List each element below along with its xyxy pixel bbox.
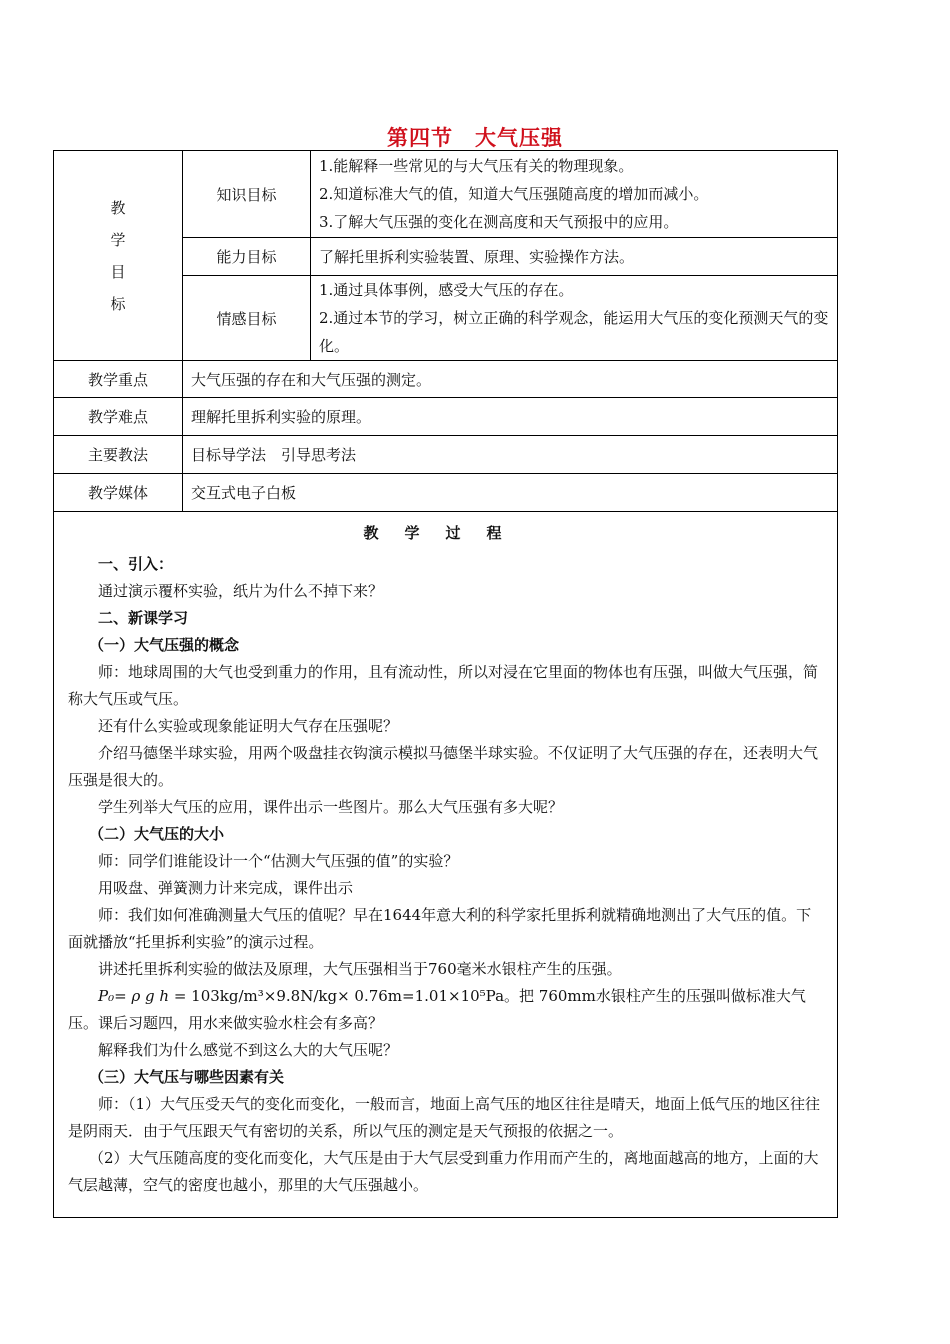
- section3-heading: （三）大气压与哪些因素有关: [89, 1068, 285, 1086]
- section2-heading: （二）大气压的大小: [89, 825, 225, 843]
- method-label: 主要教法: [54, 436, 183, 474]
- paragraph: 介绍马德堡半球实验，用两个吸盘挂衣钩演示模拟马德堡半球实验。不仅证明了大气压强的存在，还表明大气压强是很大的。: [68, 744, 819, 789]
- media-value: 交互式电子白板: [183, 474, 838, 512]
- paragraph: （2）大气压随高度的变化而变化，大气压是由于大气层受到重力作用而产生的，离地面越高的地方，上面的大气层越薄，空气的密度也越小，那里的大气压强越小。: [68, 1149, 819, 1194]
- difficulty-value: 理解托里拆利实验的原理。: [183, 398, 838, 436]
- page-title: [0, 122, 950, 152]
- paragraph: 讲述托里拆利实验的做法及原理，大气压强相当于760毫米水银柱产生的压强。: [98, 960, 622, 978]
- section1-heading: （一）大气压强的概念: [89, 636, 240, 654]
- intro-heading: 一、引入：: [98, 555, 174, 573]
- paragraph: 用吸盘、弹簧测力计来完成，课件出示: [98, 879, 354, 897]
- pressure-formula: [68, 983, 823, 1037]
- paragraph: 师：（1）大气压受天气的变化而变化，一般而言，地面上高气压的地区往往是晴天，地面上低气压的地区往往是阴雨天．由于气压跟天气有密切的关系，所以气压的测定是天气预报的依据之一。: [68, 1095, 821, 1140]
- ability-objective-label: 能力目标: [183, 238, 311, 276]
- key-point-label: 教学重点: [54, 361, 183, 398]
- emotion-objective-items: 1.通过具体事例，感受大气压的存在。 2.通过本节的学习，树立正确的科学观念，能运用大气压的变化预测天气的变化。: [311, 276, 838, 361]
- method-value: 目标导学法 引导思考法: [183, 436, 838, 474]
- formula-lhs: P₀= ρ g h: [98, 987, 170, 1005]
- lesson-plan-table: [53, 150, 838, 1218]
- teaching-process: [54, 512, 838, 1218]
- paragraph: 师：同学们谁能设计一个“估测大气压强的值”的实验？: [98, 852, 459, 870]
- media-label: 教学媒体: [54, 474, 183, 512]
- intro-text: 通过演示覆杯实验，纸片为什么不掉下来？: [98, 582, 384, 600]
- formula-rhs: = 103kg/m³×9.8N/kg× 0.76m=1.01×10⁵Pa。把 760mm水银柱产生的压强叫做标准大气压。课后习题四，用水来做实验水柱会有多高？: [68, 987, 806, 1032]
- knowledge-objective-items: 1.能解释一些常见的与大气压有关的物理现象。 2.知道标准大气的值，知道大气压强随高度的增加而减小。 3.了解大气压强的变化在测高度和天气预报中的应用。: [311, 151, 838, 238]
- key-point-value: 大气压强的存在和大气压强的测定。: [183, 361, 838, 398]
- paragraph: 解释我们为什么感觉不到这么大的大气压呢？: [98, 1041, 399, 1059]
- new-lesson-heading: 二、新课学习: [98, 609, 189, 627]
- objectives-group-label: 教 学 目 标: [54, 151, 183, 361]
- paragraph: 还有什么实验或现象能证明大气存在压强呢？: [98, 717, 399, 735]
- paragraph: 学生列举大气压的应用，课件出示一些图片。那么大气压强有多大呢？: [98, 798, 564, 816]
- title-section-number: 第四节: [387, 125, 453, 150]
- knowledge-objective-label: 知识目标: [183, 151, 311, 238]
- title-topic: 大气压强: [475, 125, 563, 150]
- emotion-objective-label: 情感目标: [183, 276, 311, 361]
- ability-objective-text: 了解托里拆利实验装置、原理、实验操作方法。: [311, 238, 838, 276]
- process-heading: 教学过程: [363, 524, 528, 542]
- paragraph: 师：地球周围的大气也受到重力的作用，且有流动性，所以对浸在它里面的物体也有压强，叫做大气压强，简称大气压或气压。: [68, 663, 819, 708]
- paragraph: 师：我们如何准确测量大气压的值呢？早在1644年意大利的科学家托里拆利就精确地测出了大气压的值。下面就播放“托里拆利实验”的演示过程。: [68, 906, 812, 951]
- difficulty-label: 教学难点: [54, 398, 183, 436]
